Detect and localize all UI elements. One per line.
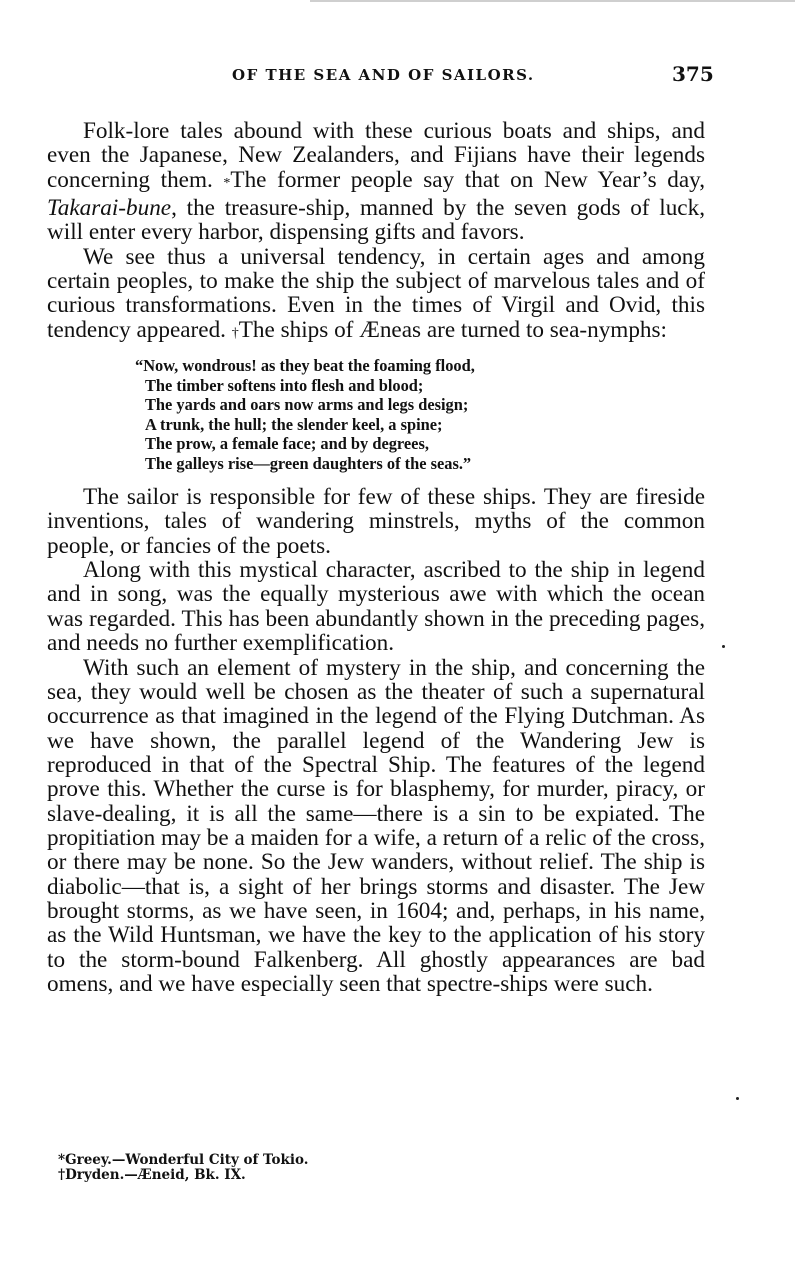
stray-speck [736, 1097, 739, 1100]
paragraph-universal-tendency [47, 245, 705, 346]
verse-line: The prow, a female face; and by degrees, [145, 434, 429, 454]
page-edge-line [310, 0, 795, 2]
footnote-mark: * [58, 1152, 66, 1168]
paragraph-ocean-awe: Along with this mystical character, ascribed to the ship in legend and in song, was the equally mysterious awe with which the ocean was regarded. This has been abundantly shown in the preceding pages, and needs no further exemplification. [47, 557, 705, 657]
footnote-text: Greey.—Wonderful City of Tokio. [65, 1152, 309, 1168]
text-run: The ships of Æneas are turned to sea-nymphs: [238, 316, 667, 343]
text-run: Folk-lore tales abound with these curious boats and ships, and even the Japanese, New Zealanders, and Fijians have their legends concerning them. [47, 118, 705, 193]
verse-line: “Now, wondrous! as they beat the foaming flood, [135, 356, 475, 376]
footnote-ref-asterisk: * [223, 175, 231, 191]
text-run: We see thus a universal tendency, in certain ages and among certain peoples, to make the ship the subject of marvelous tales and of curious transformations. Even in the times of Virgil and Ovid, this tendency appeared. [47, 243, 705, 343]
verse-line: A trunk, the hull; the slender keel, a spine; [145, 414, 443, 434]
main-text [47, 119, 705, 996]
paragraph-sailor: The sailor is responsible for few of these ships. They are fireside inventions, tales of wandering minstrels, myths of the common people, or fancies of the poets. [47, 484, 705, 559]
footnote-text: Dryden.—Æneid, Bk. IX. [65, 1167, 246, 1183]
verse-line: The yards and oars now arms and legs design; [145, 395, 469, 415]
page-number: 375 [672, 62, 714, 86]
footnote-ref-dagger: † [231, 325, 239, 341]
paragraph-folklore [47, 119, 705, 245]
footnote-greey [58, 1153, 308, 1168]
footnote-dryden [58, 1168, 308, 1183]
text-run: , the treasure-ship, manned by the seven gods of luck, will enter every harbor, dispensing gifts and favors. [47, 195, 705, 246]
paragraph-flying-dutchman: With such an element of mystery in the ship, and concerning the sea, they would well be chosen as the theater of such a supernatural occurrence as that imagined in the legend of the Flying Dutchman. As we have shown, the parallel legend of the Wandering Jew is reproduced in that of the Spectral Ship. The features of the legend prove this. Whether the curse is for blasphemy, for murder, piracy, or slave-dealing, it is all the same—there is a sin to be expiated. The propitiation may be a maiden for a wife, a return of a relic of the cross, or there may be none. So the Jew wanders, without relief. The ship is diabolic—that is, a sight of her brings storms and disaster. The Jew brought storms, as we have seen, in 1604; and, perhaps, in his name, as the Wild Huntsman, we have the key to the application of his story to the storm-bound Falkenberg. All ghostly appearances are bad omens, and we have especially seen that spectre-ships were such. [47, 654, 705, 997]
running-head: OF THE SEA AND OF SAILORS. [232, 66, 535, 84]
text-run: The former people say that on New Year’s day, [230, 166, 705, 193]
page-header [0, 62, 795, 90]
stray-speck [722, 645, 725, 648]
verse-quotation [135, 356, 705, 473]
verse-line: The galleys rise—green daughters of the seas.” [145, 453, 472, 473]
footnotes [58, 1153, 308, 1183]
footnote-mark: † [58, 1167, 66, 1183]
verse-line: The timber softens into flesh and blood; [145, 375, 424, 395]
italic-term: Takarai-bune [47, 195, 172, 222]
